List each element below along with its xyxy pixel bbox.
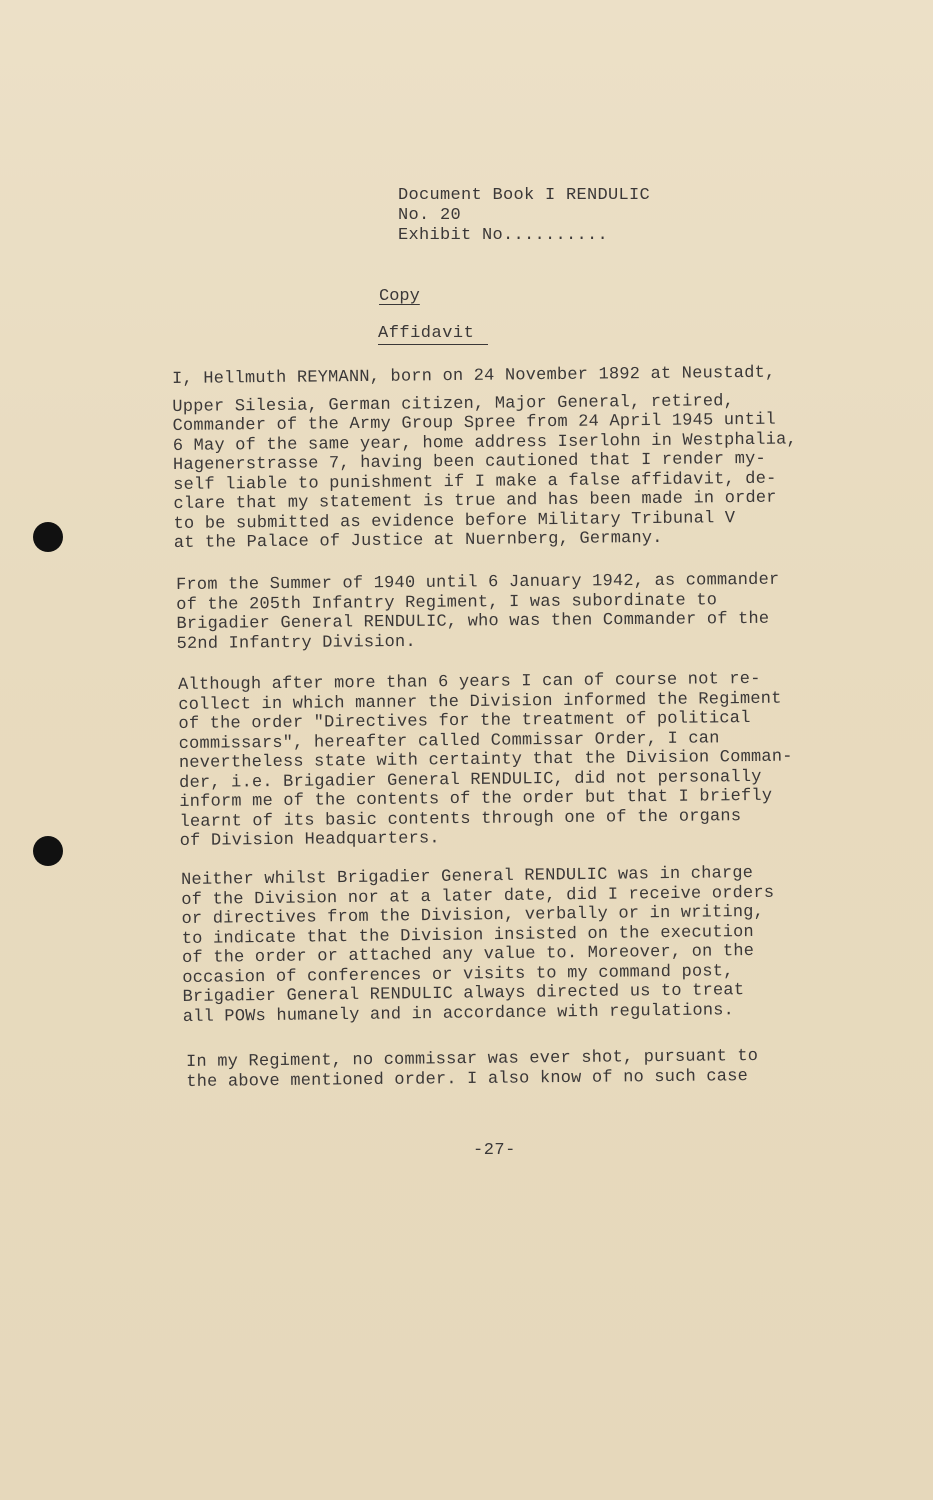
text-line: clare that my statement is true and has been made in order: [173, 488, 777, 514]
text-line: all POWs humanely and in accordance with regulations.: [182, 1000, 735, 1027]
text-line: collect in which manner the Division informed the Regiment: [178, 689, 782, 715]
text-line: of the 205th Infantry Regiment, I was subordinate to: [176, 590, 718, 615]
text-line: 6 May of the same year, home address Iserlohn in Westphalia,: [172, 429, 797, 456]
text-line: Although after more than 6 years I can of course not re-: [178, 669, 761, 695]
paragraph-identity: [172, 363, 874, 554]
text-line: Brigadier General RENDULIC, who was then Commander of the: [176, 609, 770, 634]
text-line: of the Division nor at a later date, did I receive orders: [181, 883, 775, 910]
text-line: inform me of the contents of the order but that I briefly: [179, 786, 773, 812]
copy-label: Copy: [379, 287, 420, 306]
text-line: at the Palace of Justice at Nuernberg, Germany.: [173, 528, 663, 553]
text-line: Neither whilst Brigadier General RENDULIC was in charge: [181, 864, 754, 890]
text-line: I, Hellmuth REYMANN, born on 24 November 1892 at Neustadt,: [172, 363, 776, 389]
paragraph-directives: [181, 862, 883, 1027]
document-number-line: No. 20: [398, 206, 462, 225]
text-line: From the Summer of 1940 until 6 January 1942, as commander: [176, 570, 780, 595]
text-line: to be submitted as evidence before Military Tribunal V: [173, 508, 736, 534]
text-line: occasion of conferences or visits to my command post,: [182, 961, 734, 988]
text-line: 52nd Infantry Division.: [176, 632, 416, 654]
document-title: Affidavit: [378, 324, 488, 345]
text-line: or directives from the Division, verbally or in writing,: [181, 902, 765, 929]
text-line: Hagenerstrasse 7, having been cautioned that I render my-: [172, 449, 766, 475]
text-line: nevertheless state with certainty that the Division Comman-: [178, 747, 793, 773]
text-line: Upper Silesia, German citizen, Major General, retired,: [172, 391, 735, 417]
punch-hole: [33, 836, 63, 866]
text-line: Brigadier General RENDULIC always directed us to treat: [182, 981, 745, 1007]
paragraph-regiment: [186, 1046, 886, 1092]
text-line: In my Regiment, no commissar was ever shot, pursuant to: [186, 1047, 759, 1072]
paragraph-commissar-order: [178, 669, 880, 852]
text-line: der, i.e. Brigadier General RENDULIC, did not personally: [179, 767, 762, 793]
text-line: self liable to punishment if I make a false affidavit, de-: [173, 469, 777, 495]
punch-hole: [33, 522, 63, 552]
text-line: Commander of the Army Group Spree from 24 April 1945 until: [172, 410, 776, 436]
text-line: commissars", hereafter called Commissar Order, I can: [178, 728, 720, 754]
page-number: -27-: [473, 1141, 516, 1160]
text-line: learnt of its basic contents through one of the organs: [179, 806, 742, 832]
document-book-line: Document Book I RENDULIC: [398, 186, 651, 205]
text-line: the above mentioned order. I also know of no such case: [186, 1066, 749, 1092]
text-line: of the order or attached any value to. Moreover, on the: [181, 942, 755, 968]
document-header: [398, 186, 650, 246]
text-line: to indicate that the Division insisted on the execution: [181, 922, 754, 949]
paragraph-service: [176, 570, 877, 654]
text-line: of the order "Directives for the treatment of political: [178, 709, 751, 734]
text-line: of Division Headquarters.: [179, 829, 440, 851]
exhibit-number-line: Exhibit No..........: [398, 226, 609, 245]
